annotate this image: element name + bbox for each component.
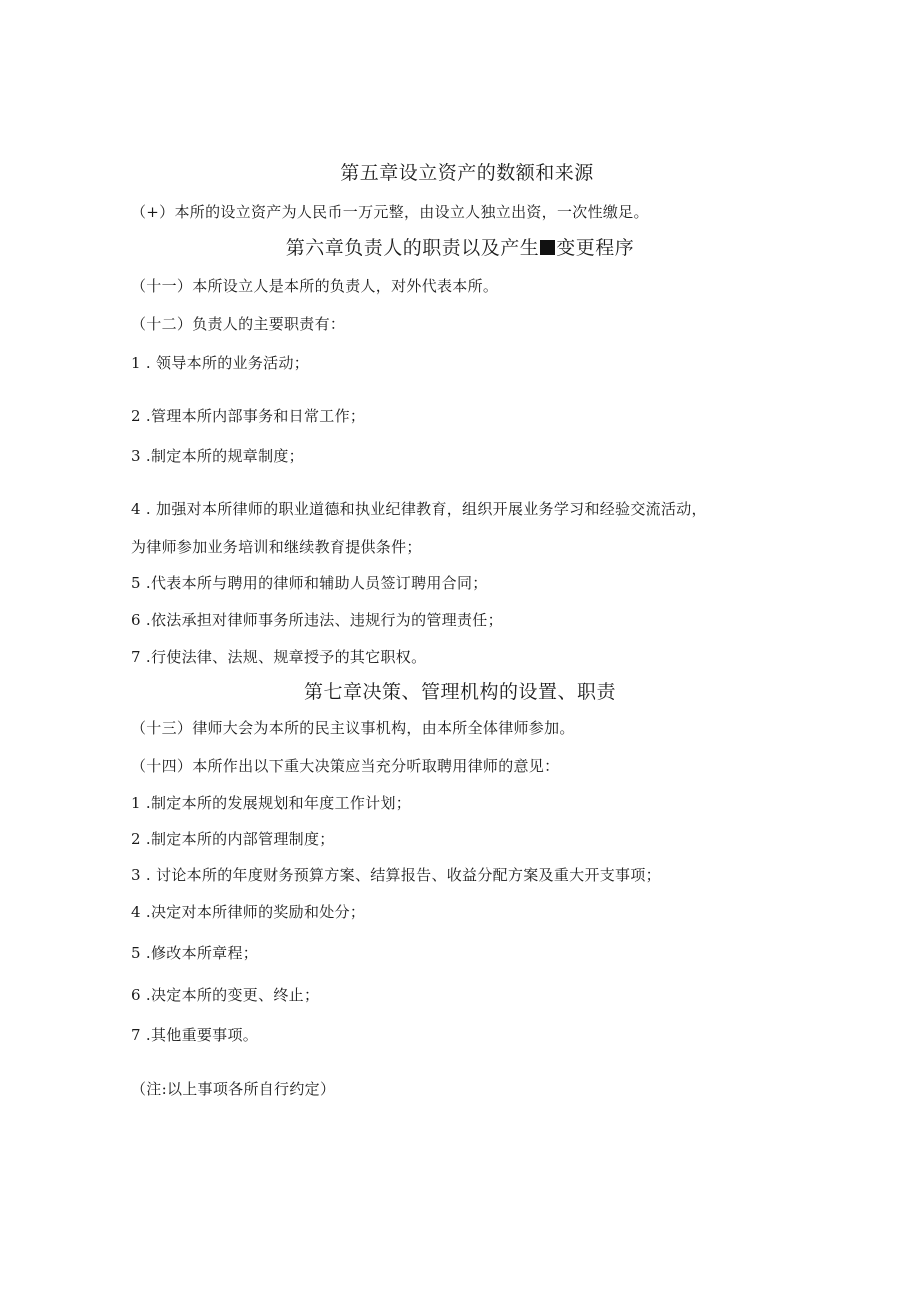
decision-item-1: 1 .制定本所的发展规划和年度工作计划；	[131, 794, 412, 812]
duty-item-4-continued: 为律师参加业务培训和继续教育提供条件；	[131, 538, 422, 556]
clause-12: （十二）负责人的主要职责有：	[131, 315, 346, 333]
decision-item-6: 6 .决定本所的变更、终止；	[131, 986, 320, 1004]
chapter-6-heading	[0, 236, 920, 260]
duty-item-5: 5 .代表本所与聘用的律师和辅助人员签订聘用合同；	[131, 574, 488, 592]
clause-10: （+）本所的设立资产为人民币一万元整，由设立人独立出资，一次性缴足。	[131, 203, 649, 221]
duty-item-7: 7 .行使法律、法规、规章授予的其它职权。	[131, 648, 427, 666]
chapter-6-heading-part-2: 变更程序	[556, 237, 635, 259]
clause-11: （十一）本所设立人是本所的负责人，对外代表本所。	[131, 277, 499, 295]
chapter-6-heading-part-1: 第六章负责人的职责以及产生	[285, 237, 540, 259]
clause-13: （十三）律师大会为本所的民主议事机构，由本所全体律师参加。	[131, 719, 575, 737]
decision-item-7: 7 .其他重要事项。	[131, 1026, 259, 1044]
duty-item-6: 6 .依法承担对律师事务所违法、违规行为的管理责任；	[131, 611, 503, 629]
duty-item-1: 1 . 领导本所的业务活动；	[131, 354, 310, 372]
footnote: （注:以上事项各所自行约定）	[131, 1080, 336, 1098]
decision-item-2: 2 .制定本所的内部管理制度；	[131, 830, 335, 848]
black-square-glyph	[540, 240, 555, 255]
decision-item-4: 4 .决定对本所律师的奖励和处分；	[131, 903, 366, 921]
decision-item-5: 5 .修改本所章程；	[131, 944, 259, 962]
duty-item-2: 2 .管理本所内部事务和日常工作；	[131, 407, 366, 425]
decision-item-3: 3 . 讨论本所的年度财务预算方案、结算报告、收益分配方案及重大开支事项；	[131, 866, 661, 884]
chapter-5-heading: 第五章设立资产的数额和来源	[340, 162, 594, 184]
duty-item-3: 3 .制定本所的规章制度；	[131, 447, 304, 465]
chapter-7-heading: 第七章决策、管理机构的设置、职责	[303, 681, 616, 703]
clause-14: （十四）本所作出以下重大决策应当充分听取聘用律师的意见：	[131, 757, 560, 775]
duty-item-4: 4 . 加强对本所律师的职业道德和执业纪律教育，组织开展业务学习和经验交流活动，	[131, 500, 707, 518]
